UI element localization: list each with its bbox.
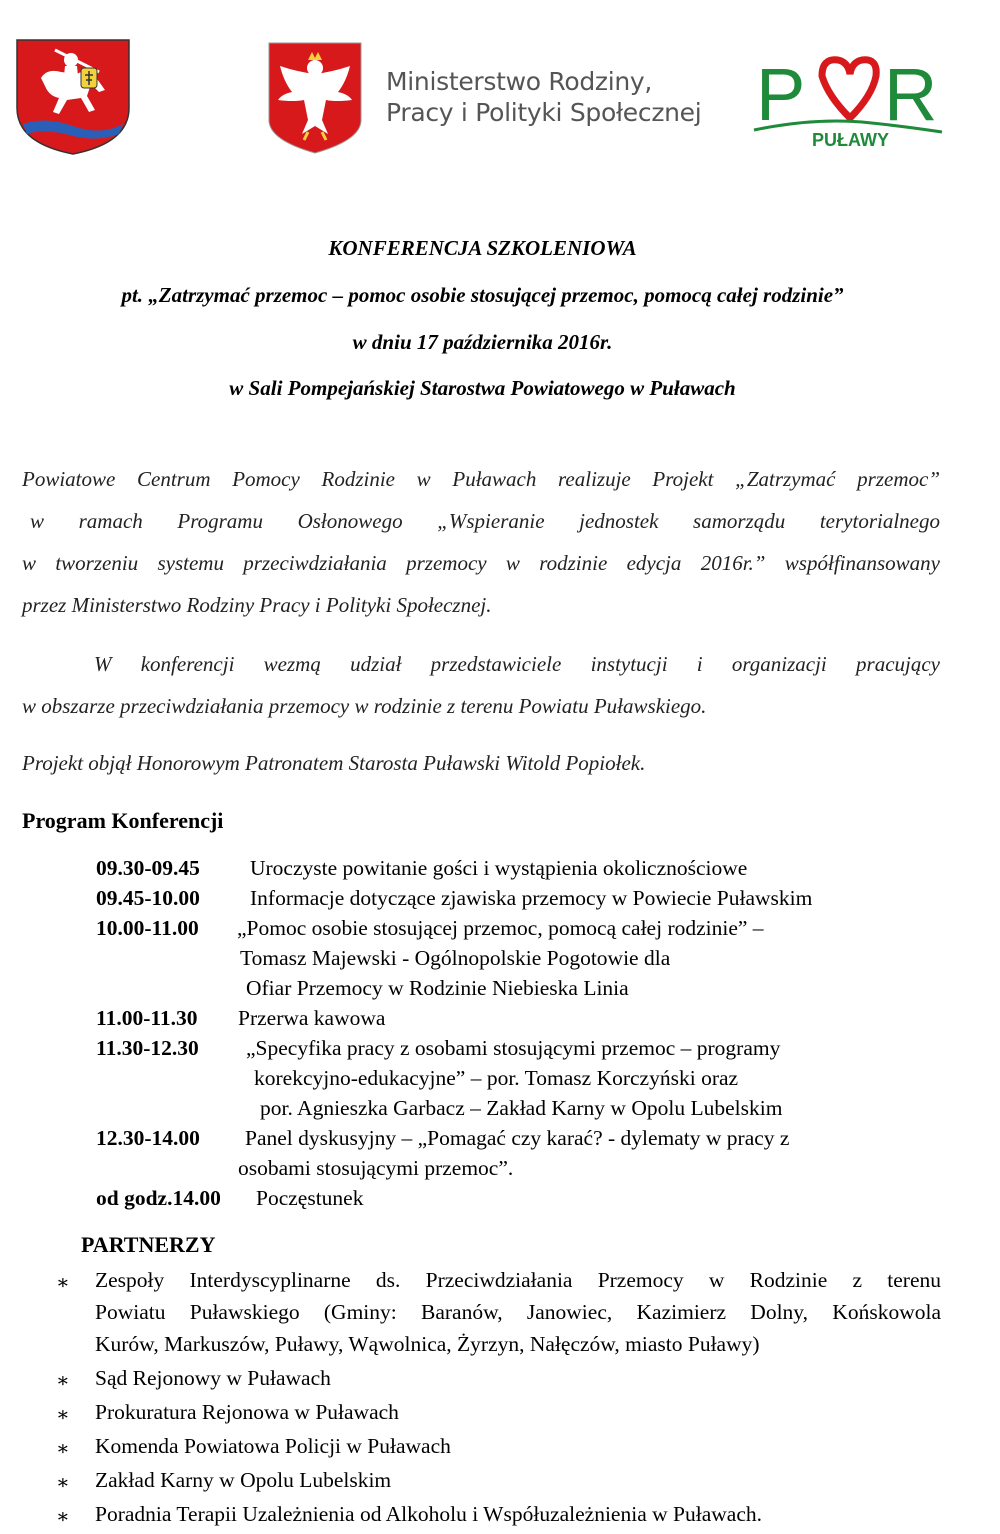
program-desc: „Pomoc osobie stosującej przemoc, pomocą całej rodzinie” –	[237, 916, 764, 940]
program-desc: Ofiar Przemocy w Rodzinie Niebieska Linia	[246, 976, 629, 1000]
program-time: 09.45-10.00	[96, 886, 200, 910]
svg-text:R: R	[884, 53, 938, 136]
intro-paragraph-3: Projekt objął Honorowym Patronatem Starosta Puławski Witold Popiołek.	[22, 751, 646, 775]
partner-line: Komenda Powiatowa Policji w Puławach	[95, 1434, 451, 1458]
partner-item	[95, 1362, 941, 1394]
intro-p1-line: Powiatowe Centrum Pomocy Rodzinie w Puławach realizuje Projekt „Zatrzymać przemoc”	[22, 467, 940, 491]
partner-item	[95, 1396, 941, 1428]
program-list	[0, 856, 1000, 1216]
intro-p2-line: W konferencji wezmą udział przedstawiciele instytucji i organizacji pracujący	[94, 652, 940, 676]
program-desc: Informacje dotyczące zjawiska przemocy w Powiecie Puławskim	[250, 886, 813, 910]
program-desc: Panel dyskusyjny – „Pomagać czy karać? - dylematy w pracy z	[245, 1126, 790, 1150]
program-desc: Uroczyste powitanie gości i wystąpienia okolicznościowe	[250, 856, 748, 880]
program-desc: por. Agnieszka Garbacz – Zakład Karny w Opolu Lubelskim	[260, 1096, 783, 1120]
pcpr-logo	[752, 42, 944, 150]
doc-place: w Sali Pompejańskiej Starostwa Powiatowego w Puławach	[229, 376, 736, 400]
doc-title: KONFERENCJA SZKOLENIOWA	[328, 236, 637, 260]
svg-text:P: P	[756, 53, 806, 136]
intro-p2-line: w obszarze przeciwdziałania przemocy w rodzinie z terenu Powiatu Puławskiego.	[22, 694, 707, 718]
partner-line: Zakład Karny w Opolu Lubelskim	[95, 1468, 392, 1492]
program-time: 10.00-11.00	[96, 916, 199, 940]
intro-p1-line: w ramach Programu Osłonowego „Wspieranie jednostek samorządu terytorialnego	[30, 509, 940, 533]
partner-line: Prokuratura Rejonowa w Puławach	[95, 1400, 399, 1424]
program-time: 09.30-09.45	[96, 856, 200, 880]
partner-line: Zespoły Interdyscyplinarne ds. Przeciwdziałania Przemocy w Rodzinie z terenu	[95, 1268, 941, 1292]
partner-line: Kurów, Markuszów, Puławy, Wąwolnica, Żyrzyn, Nałęczów, miasto Puławy)	[95, 1332, 760, 1356]
program-desc: korekcyjno-edukacyjne” – por. Tomasz Korczyński oraz	[254, 1066, 739, 1090]
bullet-icon: ∗	[56, 1272, 70, 1294]
program-time: 11.00-11.30	[96, 1006, 198, 1030]
partner-item	[95, 1464, 941, 1496]
partner-item	[95, 1430, 941, 1462]
ministry-line-1: Ministerstwo Rodziny,	[386, 67, 653, 96]
intro-paragraph-1	[22, 458, 940, 626]
partner-item	[95, 1498, 941, 1530]
intro-paragraph-2	[22, 643, 940, 727]
program-time: 11.30-12.30	[96, 1036, 199, 1060]
program-desc: Poczęstunek	[256, 1186, 364, 1210]
program-time: 12.30-14.00	[96, 1126, 200, 1150]
ministry-line-2: Pracy i Polityki Społecznej	[386, 98, 702, 127]
bullet-icon: ∗	[56, 1472, 70, 1494]
partner-item	[95, 1264, 941, 1360]
doc-subtitle: pt. „Zatrzymać przemoc – pomoc osobie stosującej przemoc, pomocą całej rodzinie”	[121, 283, 844, 307]
program-desc: Przerwa kawowa	[238, 1006, 386, 1030]
intro-p1-line: przez Ministerstwo Rodziny Pracy i Polityki Społecznej.	[22, 593, 492, 617]
bullet-icon: ∗	[56, 1370, 70, 1392]
program-title: Program Konferencji	[22, 808, 224, 833]
bullet-icon: ∗	[56, 1438, 70, 1460]
bullet-icon: ∗	[56, 1506, 70, 1528]
program-time: od godz.14.00	[96, 1186, 221, 1210]
ministry-logo-text	[386, 66, 706, 128]
powiat-pulawski-crest-icon	[15, 38, 131, 156]
program-desc: Tomasz Majewski - Ogólnopolskie Pogotowie dla	[240, 946, 671, 970]
intro-p1-line: w tworzeniu systemu przeciwdziałania przemocy w rodzinie edycja 2016r.” współfinansowany	[22, 551, 940, 575]
partner-line: Poradnia Terapii Uzależnienia od Alkoholu i Współuzależnienia w Puławach.	[95, 1502, 762, 1526]
program-desc: osobami stosującymi przemoc”.	[238, 1156, 514, 1180]
partner-line: Sąd Rejonowy w Puławach	[95, 1366, 331, 1390]
partner-line: Powiatu Puławskiego (Gminy: Baranów, Janowiec, Kazimierz Dolny, Końskowola	[95, 1300, 941, 1324]
program-desc: „Specyfika pracy z osobami stosującymi przemoc – programy	[246, 1036, 781, 1060]
partners-title: PARTNERZY	[81, 1232, 216, 1257]
pcpr-sub: PUŁAWY	[812, 130, 890, 150]
doc-date: w dniu 17 października 2016r.	[352, 330, 613, 354]
polish-eagle-emblem-icon	[268, 42, 362, 154]
bullet-icon: ∗	[56, 1404, 70, 1426]
